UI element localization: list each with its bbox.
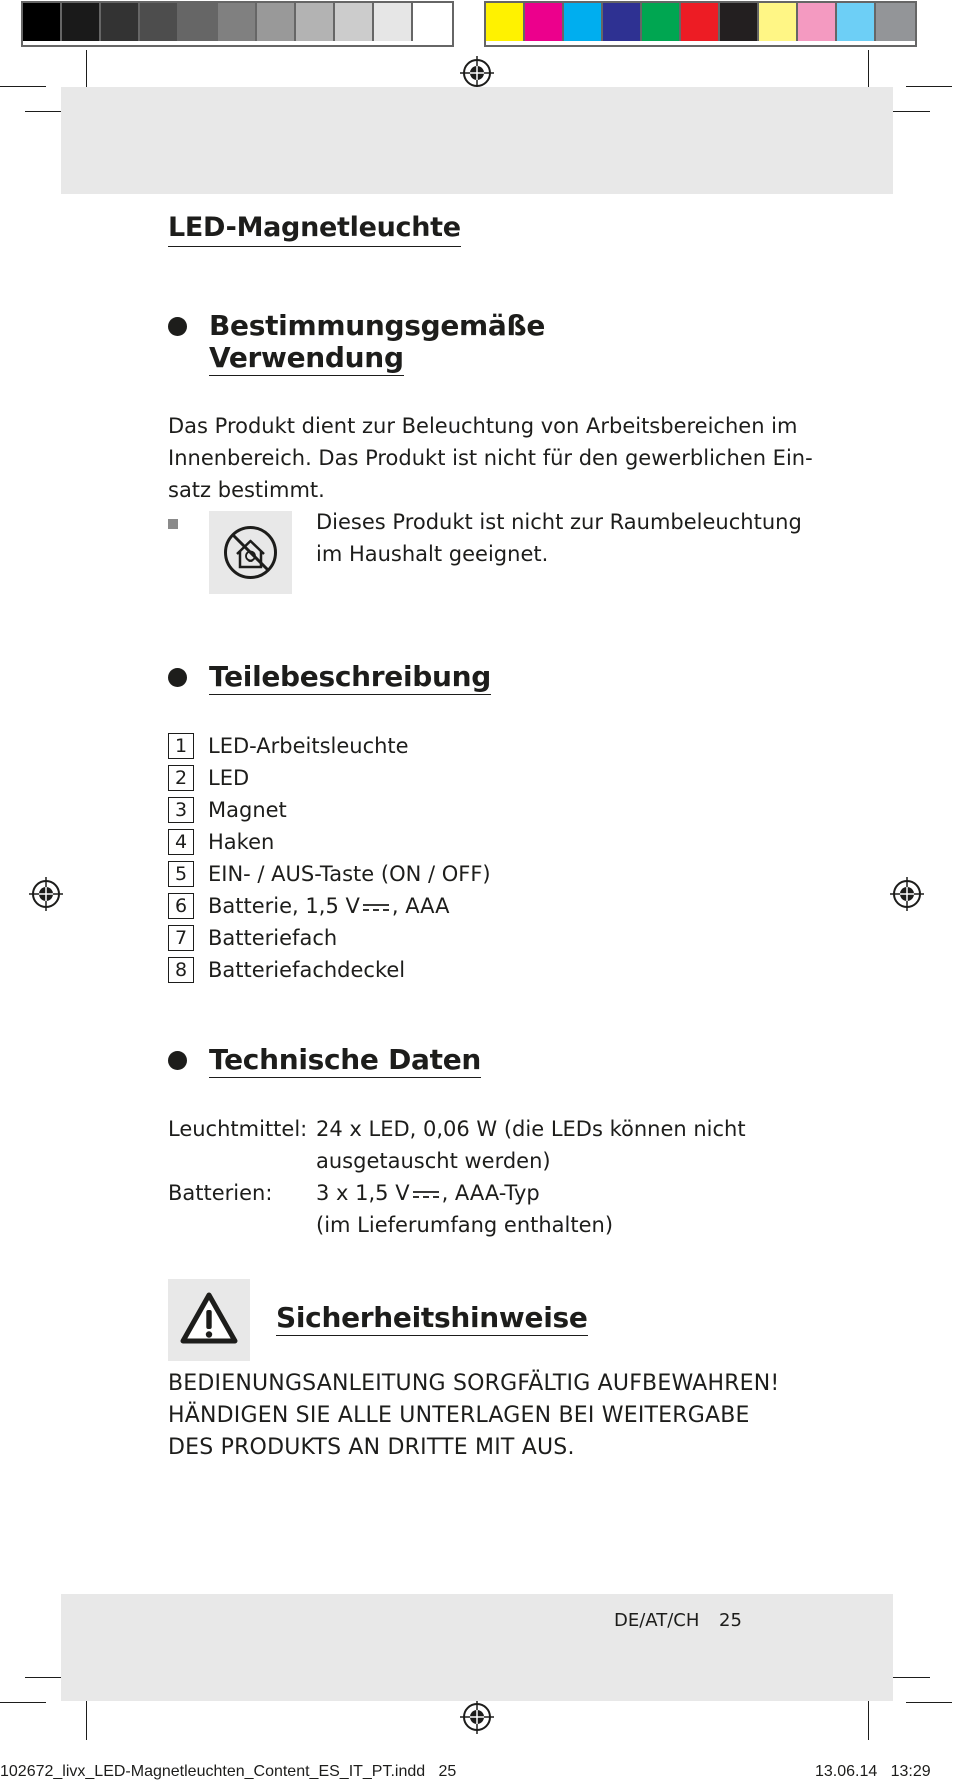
crop-mark xyxy=(0,1702,46,1703)
color-swatch xyxy=(876,3,915,41)
spec-value-line: 24 x LED, 0,06 W (die LEDs können nicht xyxy=(316,1117,746,1141)
part-number: 7 xyxy=(168,925,194,951)
process-color-bar xyxy=(484,1,917,47)
crop-mark xyxy=(906,1702,952,1703)
registration-mark-icon xyxy=(890,877,924,911)
crop-mark xyxy=(0,86,46,87)
part-label: EIN- / AUS-Taste (ON / OFF) xyxy=(208,862,491,886)
list-item xyxy=(168,730,491,762)
color-swatch xyxy=(296,3,335,41)
footer-region: DE/AT/CH xyxy=(614,1610,700,1631)
section-bullet xyxy=(168,1051,187,1070)
color-swatch xyxy=(413,3,452,41)
paragraph-line: Das Produkt dient zur Beleuchtung von Arbeitsbereichen im xyxy=(168,414,798,438)
safety-caps-text xyxy=(168,1368,779,1464)
color-swatch xyxy=(257,3,296,41)
spec-value-text: , AAA-Typ xyxy=(441,1181,540,1205)
caps-line: HÄNDIGEN SIE ALLE UNTERLAGEN BEI WEITERGABE xyxy=(168,1403,750,1428)
part-number: 5 xyxy=(168,861,194,887)
gray-color-bar xyxy=(21,1,454,47)
color-swatch xyxy=(23,3,62,41)
file-slug: 102672_livx_LED-Magnetleuchten_Content_ES_IT_PT.indd 25 xyxy=(0,1763,457,1780)
parts-heading-text: Teilebeschreibung xyxy=(209,660,492,693)
color-swatch xyxy=(525,3,564,41)
direct-current-symbol-icon xyxy=(412,1189,440,1199)
list-item xyxy=(168,858,491,890)
color-swatch xyxy=(603,3,642,41)
part-number: 6 xyxy=(168,893,194,919)
spec-value xyxy=(316,1177,776,1241)
part-label: Magnet xyxy=(208,798,287,822)
registration-mark-icon xyxy=(460,56,494,90)
color-swatch xyxy=(486,3,525,41)
part-number: 1 xyxy=(168,733,194,759)
paragraph-line: Innenbereich. Das Produkt ist nicht für den gewerblichen Ein- xyxy=(168,446,813,470)
color-swatch xyxy=(101,3,140,41)
note-text xyxy=(316,506,802,570)
direct-current-symbol-icon xyxy=(362,902,390,912)
part-label: Batteriefachdeckel xyxy=(208,958,406,982)
tech-heading xyxy=(209,1044,481,1078)
color-swatch xyxy=(759,3,798,41)
color-swatch xyxy=(374,3,413,41)
color-swatch xyxy=(681,3,720,41)
safety-heading-text: Sicherheitshinweise xyxy=(276,1301,588,1334)
section-bullet xyxy=(168,317,187,336)
crop-mark xyxy=(906,86,952,87)
note-line: im Haushalt geeignet. xyxy=(316,542,549,566)
part-number: 8 xyxy=(168,957,194,983)
list-item xyxy=(168,890,491,922)
part-label-text: Batterie, 1,5 V xyxy=(208,894,360,918)
safety-heading xyxy=(276,1302,588,1336)
list-item xyxy=(168,794,491,826)
spec-label: Leuchtmittel: xyxy=(168,1117,308,1141)
spec-value-line xyxy=(316,1177,776,1209)
spec-value-line: (im Lieferumfang enthalten) xyxy=(316,1213,614,1237)
part-number: 4 xyxy=(168,829,194,855)
color-swatch xyxy=(179,3,218,41)
list-item xyxy=(168,954,491,986)
intended-use-heading xyxy=(209,310,545,376)
part-label: Batteriefach xyxy=(208,926,338,950)
caps-line: DES PRODUKTS AN DRITTE MIT AUS. xyxy=(168,1435,575,1460)
color-swatch xyxy=(218,3,257,41)
header-band xyxy=(61,87,893,194)
date-slug: 13.06.14 13:29 xyxy=(815,1763,931,1780)
part-number: 3 xyxy=(168,797,194,823)
warning-triangle-icon xyxy=(168,1279,250,1361)
heading-line: Bestimmungsgemäße xyxy=(209,309,546,342)
paragraph-line: satz bestimmt. xyxy=(168,478,325,502)
part-label-text: , AAA xyxy=(391,894,450,918)
registration-mark-icon xyxy=(29,877,63,911)
color-swatch xyxy=(798,3,837,41)
color-swatch xyxy=(335,3,374,41)
spec-value xyxy=(316,1113,776,1177)
color-swatch xyxy=(720,3,759,41)
no-household-lighting-icon xyxy=(209,511,292,594)
caps-line: BEDIENUNGSANLEITUNG SORGFÄLTIG AUFBEWAHREN! xyxy=(168,1371,780,1396)
spec-label: Batterien: xyxy=(168,1181,273,1205)
parts-heading xyxy=(209,661,491,695)
square-bullet xyxy=(168,519,178,529)
color-swatch xyxy=(642,3,681,41)
spec-value-text: 3 x 1,5 V xyxy=(316,1181,410,1205)
part-label: LED-Arbeitsleuchte xyxy=(208,734,409,758)
part-label: LED xyxy=(208,766,250,790)
spec-value-line: ausgetauscht werden) xyxy=(316,1149,551,1173)
footer-band xyxy=(61,1594,893,1701)
page-number: 25 xyxy=(719,1610,742,1631)
parts-list xyxy=(168,730,491,986)
color-swatch xyxy=(837,3,876,41)
heading-line: Verwendung xyxy=(209,341,404,374)
color-swatch xyxy=(564,3,603,41)
part-label xyxy=(208,894,449,918)
registration-mark-icon xyxy=(460,1700,494,1734)
page-title: LED-Magnetleuchte xyxy=(168,212,461,247)
intended-use-paragraph xyxy=(168,410,813,506)
note-line: Dieses Produkt ist nicht zur Raumbeleuchtung xyxy=(316,510,802,534)
list-item xyxy=(168,762,491,794)
note-icon-box xyxy=(209,511,292,594)
warning-icon-box xyxy=(168,1279,250,1361)
color-swatch xyxy=(140,3,179,41)
list-item xyxy=(168,826,491,858)
list-item xyxy=(168,922,491,954)
part-number: 2 xyxy=(168,765,194,791)
section-bullet xyxy=(168,668,187,687)
part-label: Haken xyxy=(208,830,275,854)
color-swatch xyxy=(62,3,101,41)
tech-heading-text: Technische Daten xyxy=(209,1043,482,1076)
